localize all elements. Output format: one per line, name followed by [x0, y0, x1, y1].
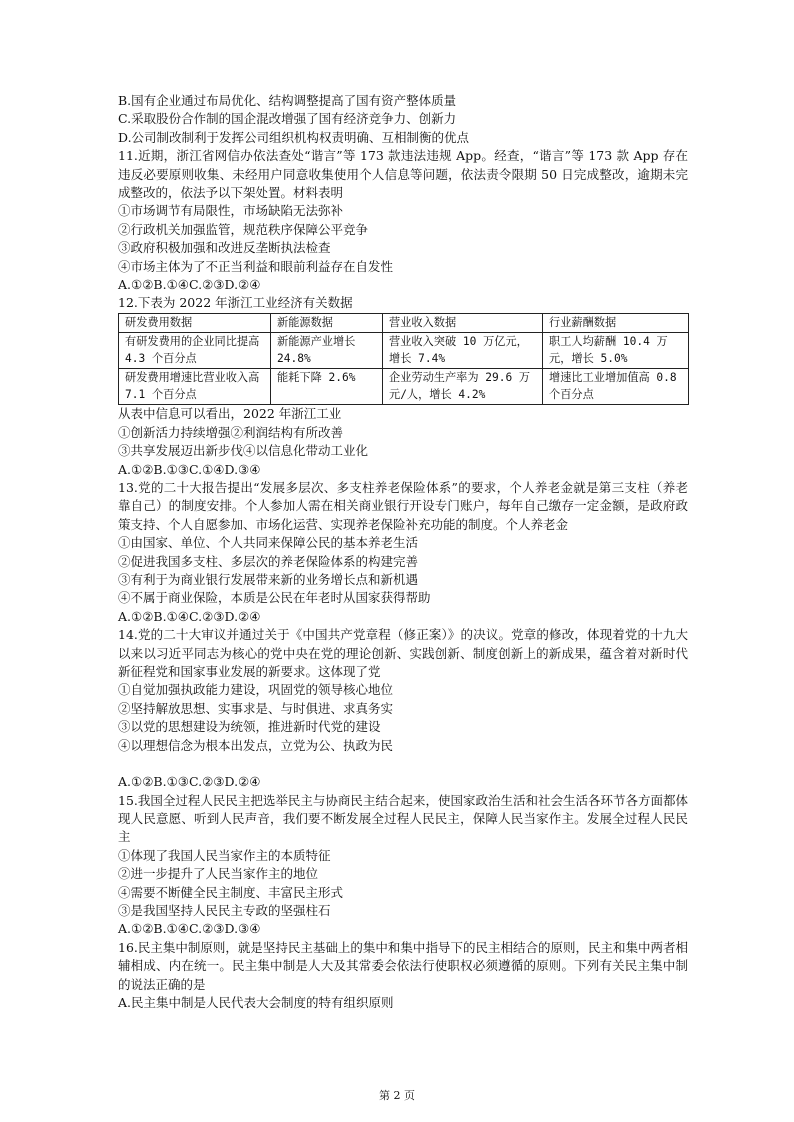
q13-answers: A.①②B.①④C.②③D.②④	[118, 608, 261, 624]
q11-option: ①市场调节有局限性，市场缺陷无法弥补	[118, 203, 344, 219]
question-16-stem: 16.民主集中制原则，就是坚持民主基础上的集中和集中指导下的民主相结合的原则，民主和集中两者相辅相成、内在统一。民主集中制是人大及其常委会依法行使职权必须遵循的原则。下列有关民主集中制的说法正确的是	[118, 939, 688, 992]
option-line: D.公司制改制利于发挥公司组织机构权责明确、互相制衡的优点	[118, 129, 470, 145]
table-header: 营业收入数据	[383, 313, 543, 333]
table-header: 研发费用数据	[119, 313, 271, 333]
table-header: 行业薪酬数据	[543, 313, 689, 333]
q14-option: ④以理想信念为根本出发点，立党为公、执政为民	[118, 737, 394, 753]
table-cell: 职工人均薪酬 10.4 万元，增长 5.0%	[543, 333, 689, 369]
q14-option: ②坚持解放思想、实事求是、与时俱进、求真务实	[118, 700, 394, 716]
q13-option: ④不属于商业保险，本质是公民在年老时从国家获得帮助	[118, 590, 431, 606]
q12-option: ③共享发展迈出新步伐④以信息化带动工业化	[118, 443, 369, 459]
table-cell: 新能源产业增长 24.8%	[271, 333, 383, 369]
q13-option: ③有利于为商业银行发展带来新的业务增长点和新机遇	[118, 572, 419, 588]
q11-option: ②行政机关加强监管，规范秩序保障公平竞争	[118, 221, 369, 237]
q14-option: ③以党的思想建设为统领，推进新时代党的建设	[118, 719, 381, 735]
q11-option: ③政府积极加强和改进反垄断执法检查	[118, 240, 331, 256]
q12-answers: A.①②B.①③C.①④D.③④	[118, 461, 261, 477]
question-15-stem: 15.我国全过程人民民主把选举民主与协商民主结合起来，使国家政治生活和社会生活各环节各方面都体现人民意愿、听到人民声音，我们要不断发展全过程人民民主，保障人民当家作主。发展全过程人民民主	[118, 792, 688, 845]
q12-after-text: 从表中信息可以看出，2022 年浙江工业	[118, 406, 342, 422]
data-table	[118, 313, 689, 406]
q14-answers: A.①②B.①③C.②③D.②④	[118, 774, 261, 790]
table-cell: 增速比工业增加值高 0.8 个百分点	[543, 369, 689, 405]
question-13-stem: 13.党的二十大报告提出“发展多层次、多支柱养老保险体系”的要求，个人养老金就是第三支柱（养老靠自己）的制度安排。个人参加人需在相关商业银行开设专门账户，每年自己缴存一定金额，是政府政策支持、个人自愿参加、市场化运营、实现养老保险补充功能的制度。个人养老金	[118, 480, 688, 532]
question-14-stem: 14.党的二十大审议并通过关于《中国共产党章程（修正案）》的决议。党章的修改，体现着党的十九大以来以习近平同志为核心的党中央在党的理论创新、实践创新、制度创新上的新成果，蕴含着对新时代新征程党和国家事业发展的新要求。这体现了党	[118, 627, 688, 680]
q15-answers: A.①②B.①④C.②③D.③④	[118, 921, 261, 937]
q16-option-a: A.民主集中制是人民代表大会制度的特有组织原则	[118, 994, 394, 1010]
table-row	[119, 333, 689, 369]
q15-option: ③是我国坚持人民民主专政的坚强柱石	[118, 902, 331, 918]
question-12-stem: 12.下表为 2022 年浙江工业经济有关数据	[118, 295, 353, 311]
table-row	[119, 369, 689, 405]
q11-answers: A.①②B.①④C.②③D.②④	[118, 277, 261, 293]
q15-option: ②进一步提升了人民当家作主的地位	[118, 866, 319, 882]
spacer	[118, 755, 688, 773]
q13-option: ①由国家、单位、个人共同来保障公民的基本养老生活	[118, 535, 419, 551]
question-11-stem: 11.近期，浙江省网信办依法查处“谐言”等 173 款违法违规 App。经查，“谐言”等 173 款 App 存在违反必要原则收集、未经用户同意收集使用个人信息等问题，依法责令限期 50 日完成整改，逾期未完成整改的，依法予以下架处置。材料表明	[118, 148, 688, 201]
table-cell: 企业劳动生产率为 29.6 万元/人，增长 4.2%	[383, 369, 543, 405]
table-cell: 营业收入突破 10 万亿元，增长 7.4%	[383, 333, 543, 369]
q13-option: ②促进我国多支柱、多层次的养老保险体系的构建完善	[118, 553, 419, 569]
exam-page	[118, 92, 688, 1012]
table-header-row	[119, 313, 689, 333]
page-number: 第 2 页	[379, 1089, 415, 1102]
q12-option: ①创新活力持续增强②利润结构有所改善	[118, 424, 344, 440]
option-line: C.采取股份合作制的国企混改增强了国有经济竞争力、创新力	[118, 111, 457, 127]
table-cell: 能耗下降 2.6%	[271, 369, 383, 405]
option-line: B.国有企业通过布局优化、结构调整提高了国有资产整体质量	[118, 93, 457, 108]
q15-option: ④需要不断健全民主制度、丰富民主形式	[118, 884, 344, 900]
table-cell: 有研发费用的企业同比提高 4.3 个百分点	[119, 333, 271, 369]
q15-option: ①体现了我国人民当家作主的本质特征	[118, 847, 331, 863]
table-header: 新能源数据	[271, 313, 383, 333]
table-cell: 研发费用增速比营业收入高 7.1 个百分点	[119, 369, 271, 405]
q14-option: ①自觉加强执政能力建设，巩固党的领导核心地位	[118, 682, 394, 698]
q11-option: ④市场主体为了不正当利益和眼前利益存在自发性	[118, 258, 394, 274]
